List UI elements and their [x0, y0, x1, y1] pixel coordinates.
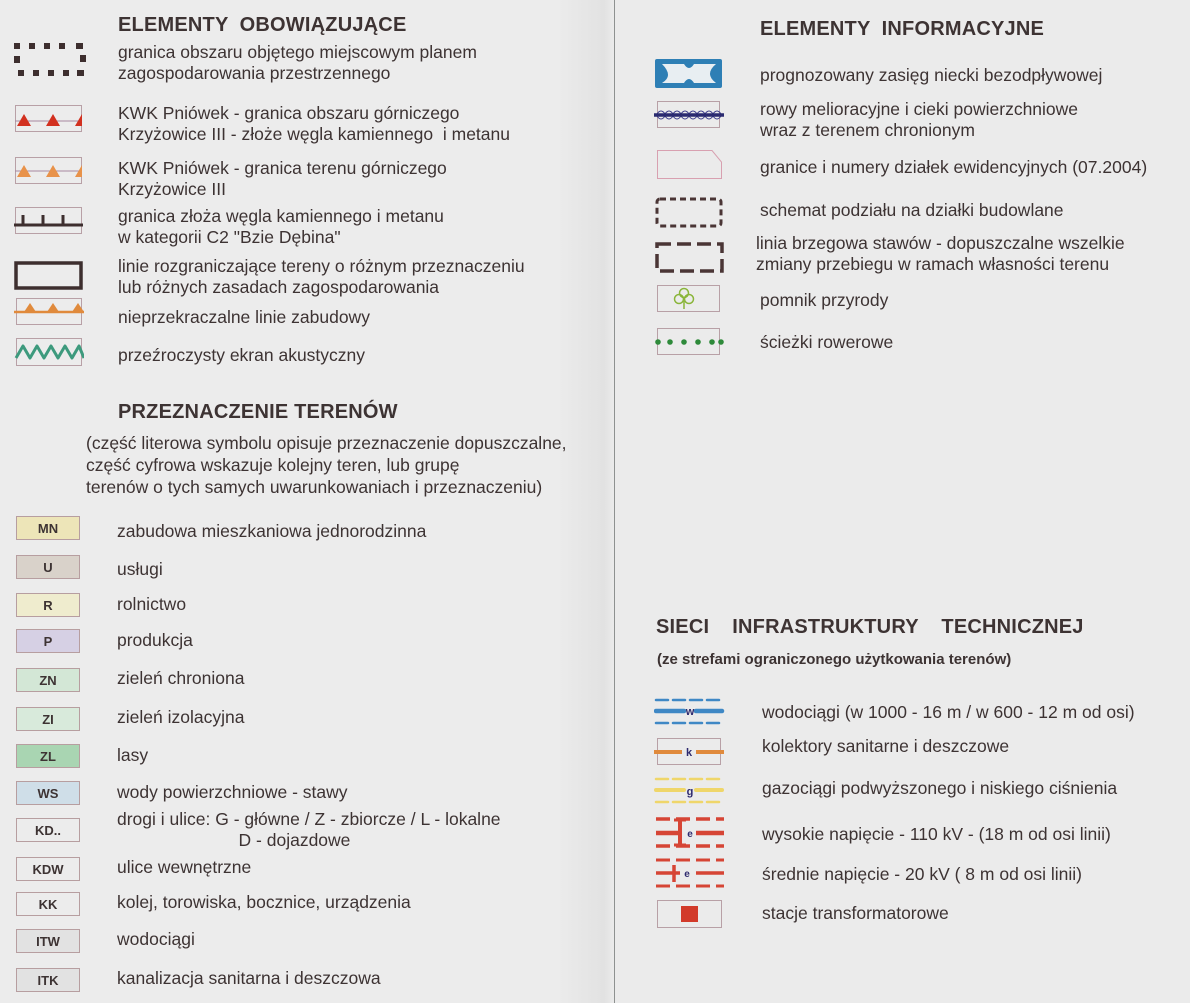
land-use-code: ITW — [36, 933, 60, 949]
heading-land-use: PRZEZNACZENIE TERENÓW — [118, 401, 398, 423]
legend-label: Krzyżowice III - złoże węgla kamiennego i metanu — [118, 124, 510, 144]
infrastructure-note: (ze strefami ograniczonego użytkowania terenów) — [657, 651, 1012, 668]
legend-label: schemat podziału na działki budowlane — [760, 200, 1064, 220]
land-use-code: WS — [37, 785, 59, 801]
land-use-label: zabudowa mieszkaniowa jednorodzinna — [117, 521, 427, 541]
legend-label: pomnik przyrody — [760, 290, 889, 310]
parcel-boundary-icon — [654, 150, 724, 180]
red-triangle-line-icon — [15, 105, 83, 133]
land-use-code: MN — [37, 520, 59, 536]
plot-division-icon — [654, 196, 726, 230]
land-use-code: R — [43, 597, 53, 613]
left-page — [0, 0, 560, 1003]
land-use-swatch — [16, 818, 80, 842]
legend-label: wysokie napięcie - 110 kV - (18 m od osi linii) — [762, 824, 1111, 844]
note-line: terenów o tych samych uwarunkowaniach i przeznaczeniu) — [86, 477, 543, 497]
legend-label: w kategorii C2 "Bzie Dębina" — [118, 227, 341, 247]
legend-label: nieprzekraczalne linie zabudowy — [118, 307, 370, 327]
land-use-label: wodociągi — [117, 929, 195, 949]
legend-label: prognozowany zasięg niecki bezodpływowej — [760, 65, 1103, 85]
heading-obligatory: ELEMENTY OBOWIĄZUJĄCE — [118, 14, 407, 36]
land-use-code: ZN — [39, 672, 57, 688]
land-use-swatch — [16, 555, 80, 579]
legend-label: granica obszaru objętego miejscowym planem — [118, 42, 477, 62]
legend-label: KWK Pniówek - granica terenu górniczego — [118, 158, 447, 178]
page-divider — [614, 0, 615, 1003]
legend-label: zagospodarowania przestrzennego — [118, 63, 391, 83]
note-line: (część literowa symbolu opisuje przeznaczenie dopuszczalne, — [86, 433, 567, 453]
transformer-station-icon — [654, 900, 726, 930]
land-use-code: P — [43, 633, 53, 649]
bicycle-path-icon — [654, 328, 724, 356]
legend-label: Krzyżowice III — [118, 179, 226, 199]
drainage-ditch-icon — [654, 101, 724, 129]
legend-label: granica złoża węgla kamiennego i metanu — [118, 206, 444, 226]
land-use-swatch — [16, 593, 80, 617]
land-use-label: D - dojazdowe — [117, 830, 351, 850]
legend-label: rowy melioracyjne i cieki powierzchniowe — [760, 99, 1079, 119]
land-use-code: ZI — [42, 711, 54, 727]
legend-label: wraz z terenem chronionym — [760, 120, 975, 140]
legend-label: zmiany przebiegu w ramach własności terenu — [756, 254, 1110, 274]
orange-triangle-line-icon — [15, 157, 83, 185]
land-use-label: kolej, torowiska, bocznice, urządzenia — [117, 892, 411, 912]
land-use-code: KK — [38, 896, 58, 912]
land-use-label: wody powierzchniowe - stawy — [117, 782, 348, 802]
thick-rectangle-icon — [14, 261, 84, 291]
sewer-collector-icon — [654, 738, 728, 768]
tick-line-icon — [14, 207, 84, 235]
land-use-label: rolnictwo — [117, 594, 187, 614]
legend-label: wodociągi (w 1000 - 16 m / w 600 - 12 m od osi) — [762, 702, 1135, 722]
land-use-label: zieleń chroniona — [117, 668, 245, 688]
land-use-swatch — [16, 516, 80, 540]
land-use-label: usługi — [117, 559, 163, 579]
medium-voltage-line-icon — [654, 857, 728, 891]
legend-label: gazociągi podwyższonego i niskiego ciśnienia — [762, 778, 1118, 798]
land-use-label: kanalizacja sanitarna i deszczowa — [117, 968, 381, 988]
legend-label: linie rozgraniczające tereny o różnym przeznaczeniu — [118, 256, 525, 276]
land-use-note — [86, 432, 567, 498]
legend-label: linia brzegowa stawów - dopuszczalne wszelkie — [756, 233, 1125, 253]
legend-label: kolektory sanitarne i deszczowe — [762, 736, 1010, 756]
land-use-code: U — [43, 559, 53, 575]
land-use-swatch — [16, 968, 80, 992]
land-use-label: zieleń izolacyjna — [117, 707, 245, 727]
land-use-swatch — [16, 781, 80, 805]
land-use-code: ZL — [40, 748, 56, 764]
high-voltage-line-icon — [654, 815, 728, 851]
legend-label: granice i numery działek ewidencyjnych (07.2004) — [760, 157, 1148, 177]
legend-label: przeźroczysty ekran akustyczny — [118, 345, 366, 365]
symbol-letter: g — [686, 786, 694, 798]
note-line: część cyfrowa wskazuje kolejny teren, lub grupę — [86, 455, 460, 475]
land-use-swatch — [16, 929, 80, 953]
land-use-label: drogi i ulice: G - główne / Z - zbiorcze / L - lokalne — [117, 809, 501, 829]
natural-monument-icon — [654, 285, 724, 315]
page-fold — [560, 0, 615, 1003]
land-use-code: KD.. — [35, 822, 61, 838]
water-main-icon — [654, 696, 728, 730]
land-use-code: KDW — [32, 861, 64, 877]
land-use-swatch — [16, 707, 80, 731]
legend-label: lub różnych zasadach zagospodarowania — [118, 277, 440, 297]
land-use-label: ulice wewnętrzne — [117, 857, 252, 877]
symbol-letter: w — [685, 706, 695, 718]
land-use-swatch — [16, 629, 80, 653]
heading-infrastructure: SIECI INFRASTRUKTURY TECHNICZNEJ — [656, 616, 1084, 638]
gas-pipeline-icon — [654, 775, 728, 809]
legend-label: ścieżki rowerowe — [760, 332, 894, 352]
land-use-label: produkcja — [117, 630, 193, 650]
pond-shoreline-icon — [654, 241, 726, 275]
land-use-swatch — [16, 668, 80, 692]
legend-label: KWK Pniówek - granica obszaru górniczego — [118, 103, 460, 123]
land-use-swatch — [16, 892, 80, 916]
symbol-letter: k — [685, 747, 693, 759]
symbol-letter: e — [684, 869, 690, 880]
building-line-icon — [14, 298, 84, 326]
land-use-swatch — [16, 857, 80, 881]
heading-informational: ELEMENTY INFORMACYJNE — [760, 18, 1045, 40]
land-use-code: ITK — [37, 972, 59, 988]
land-use-swatch — [16, 744, 80, 768]
zigzag-screen-icon — [14, 338, 84, 368]
legend-label: stacje transformatorowe — [762, 903, 949, 923]
dotted-boundary-icon — [14, 42, 88, 78]
symbol-letter: e — [687, 829, 693, 840]
land-use-label: lasy — [117, 745, 149, 765]
legend-label: średnie napięcie - 20 kV ( 8 m od osi linii) — [762, 864, 1083, 884]
drainless-basin-icon — [654, 58, 724, 90]
